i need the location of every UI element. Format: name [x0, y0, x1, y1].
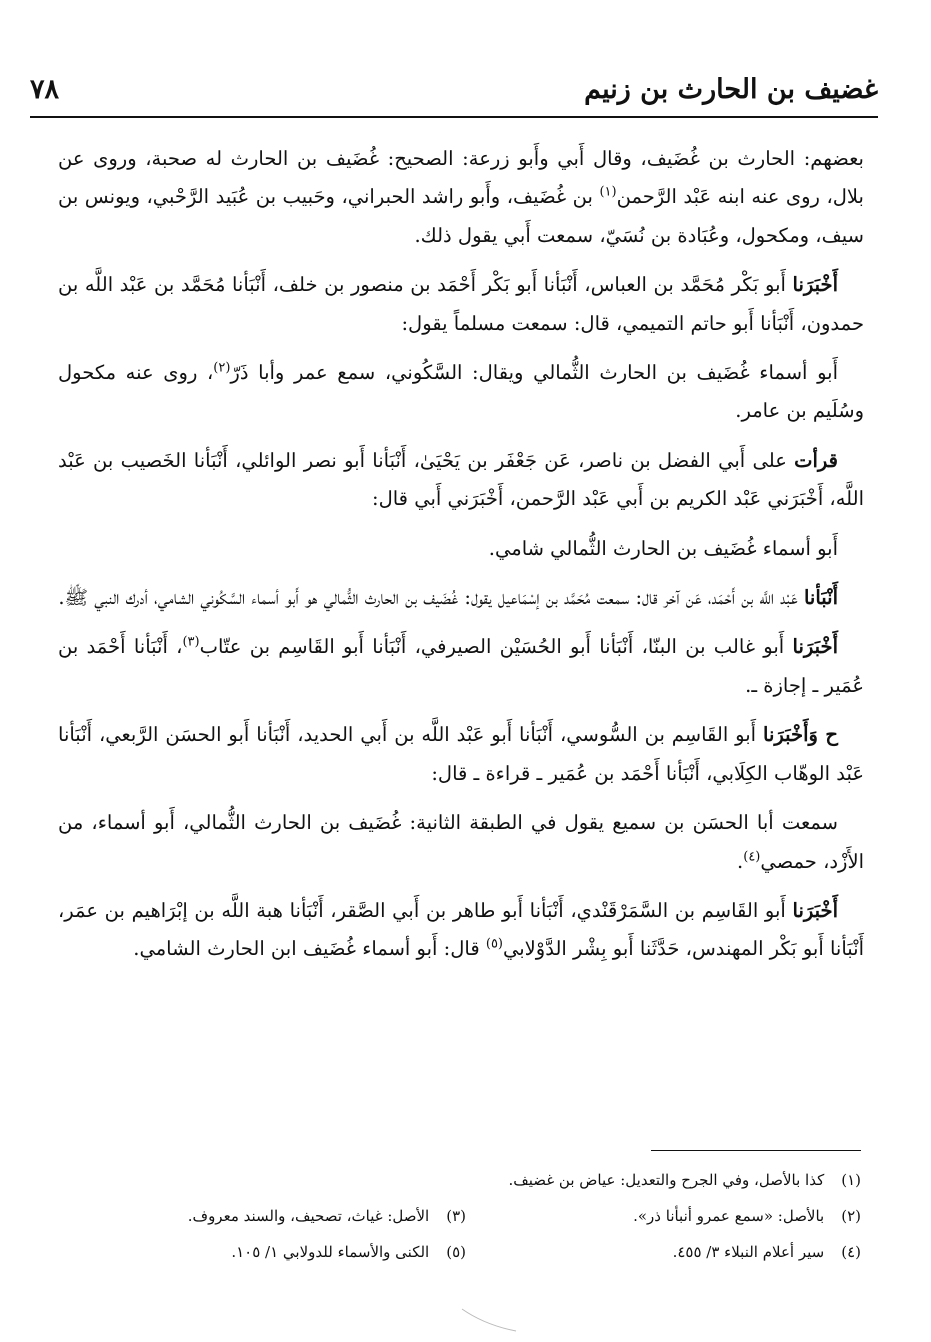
text-run: على أَبي الفضل بن ناصر، عَن جَعْفَر بن يَحْيَىٰ، أَنْبَأنا أَبو نصر الوائلي، أَنْبَأنا الخَصيب بن عَبْد اللَّه، أَخْبَرَني عَبْد الكريم بن أَبي عَبْد الرَّحمن، أَخْبَرَني أَبي قال: — [58, 448, 864, 511]
text-run: أَبو أسماء غُضَيف بن الحارث الثُّمالي ويقال: السَّكُوني، سمع عمر وأبا ذَرّ — [230, 361, 838, 385]
footnote-ref: (٤) — [743, 849, 761, 864]
footnote-text: كذا بالأصل، وفي الجرح والتعديل: عياض بن غضيف. — [508, 1171, 829, 1189]
footnote-text: الكنى والأسماء للدولابي ١/ ١٠٥. — [231, 1243, 434, 1261]
paragraph — [58, 140, 864, 255]
paragraph — [58, 579, 864, 617]
footnote-row — [71, 1198, 861, 1234]
footnote-ref: (٥) — [485, 936, 503, 952]
text-run: بعضهم: الحارث بن غُضَيف، وقال أَبي وأَبو زرعة: الصحيح: غُضَيف بن الحارث له صحبة، وروى عن بلال، روى عنه ابنه عَبْد الرَّحمن — [58, 147, 864, 209]
footnote — [466, 1234, 861, 1270]
running-title: غضيف بن الحارث بن زنيم — [584, 74, 878, 105]
text-run: . — [737, 849, 744, 873]
footnote — [466, 1162, 861, 1198]
text-run: ، أَنْبَأنا أَحْمَد بن عُمَير ـ إجازة ـ. — [58, 635, 864, 697]
page-number: ٧٨ — [30, 74, 60, 105]
paragraph — [58, 442, 864, 519]
text-run: أَبو القَاسِم بن السُّوسي، أَنْبَأنا أَبو عَبْد اللَّه بن أَبي الحديد، أَنْبَأنا أَبو الحسَن الرَّبعي، أَنْبَأنا عَبْد الوهّاب الكِلَابي، أَنْبَأنا أَحْمَد بن عُمَير ـ قراءة ـ قال: — [58, 723, 864, 785]
footnote-ref: (١) — [599, 184, 617, 200]
text-run: سمعت أبا الحسَن بن سميع يقول في الطبقة الثانية: غُضَيف بن الحارث الثُّمالي، أَبو أسماء، من الأَزْد، حمصي — [58, 811, 864, 873]
footnote-text: الأصل: غياث، تصحيف، والسند معروف. — [187, 1207, 434, 1225]
header-rule — [30, 116, 878, 118]
footnotes — [71, 1162, 861, 1270]
footnote-text: سير أعلام النبلاء ٣/ ٤٥٥. — [672, 1243, 829, 1261]
text-run: بن غُضَيف، وأَبو راشد الحبراني، وحَبيب بن عُبَيد الرَّحْبي، ويونس بن سيف، ومكحول، وعُبَادة بن نُسَيّ، سمعت أَبي يقول ذلك. — [58, 185, 864, 247]
paragraph — [58, 892, 864, 969]
footnote — [71, 1234, 466, 1270]
footnote-number: (٢) — [841, 1207, 861, 1225]
text-run: عَبْد اللَّه بن أَحْمَد، عَن آخر قال: سمعت مُحَمَّد بن إسْمَاعيل يقول: غُضَيف بن الحارث الثُّمالي هو أَبو أسماء السَّكُوني الشامي، أدرك النبي ﷺ. — [58, 586, 804, 610]
footnote-number: (٤) — [841, 1243, 861, 1261]
footnote-ref: (٣) — [182, 634, 200, 650]
footnote-rule — [651, 1150, 861, 1151]
chain-keyword: قرأت — [794, 448, 838, 472]
footnote-row — [71, 1234, 861, 1270]
text-run: أَبو القَاسِم بن السَّمَرْقَنْدي، أَنْبَأنا أَبو طاهر بن أَبي الصَّقر، أَنْبَأنا هبة اللَّه بن إبْرَاهيم بن عمَر، أَنْبَأنا أَبو بَكْر المهندس، حَدَّثَنا أَبو بِشْر الدَّوْلابي — [58, 898, 864, 961]
text-run: قال: أَبو أسماء غُضَيف ابن الحارث الشامي. — [133, 937, 486, 961]
main-text — [58, 140, 864, 980]
paragraph — [58, 804, 864, 881]
footnote-number: (١) — [841, 1171, 861, 1189]
footnote — [466, 1198, 861, 1234]
scan-mark — [460, 1305, 520, 1335]
chain-keyword: أَخْبَرَنا — [792, 273, 838, 297]
footnote-ref: (٢) — [213, 360, 231, 376]
footnote-text: بالأصل: «سمع عمرو أنبأنا ذر». — [633, 1207, 829, 1225]
text-run: أَبو غالب بن البنّا، أَنْبَأنا أَبو الحُسَيْن الصيرفي، أَنْبَأنا أَبو القَاسِم بن عتّاب — [199, 635, 793, 659]
text-run: أَبو بَكْر مُحَمَّد بن العباس، أَنْبَأنا أَبو بَكْر أَحْمَد بن منصور بن خلف، أَنْبَأنا مُحَمَّد بن عَبْد اللَّه بن حمدون، أَنْبَأنا أَبو حاتم التميمي، قال: سمعت مسلماً يقول: — [58, 273, 864, 335]
paragraph — [58, 354, 864, 431]
footnote-number: (٥) — [446, 1243, 466, 1261]
text-run: أَبو أسماء غُضَيف بن الحارث الثُّمالي شامي. — [488, 536, 838, 560]
chain-keyword: ح وَأَخْبَرَنا — [763, 723, 838, 747]
chain-keyword: أَخْبَرَنا — [792, 898, 838, 922]
paragraph — [58, 716, 864, 793]
footnote — [71, 1198, 466, 1234]
text-run: ، روى عنه مكحول وسُلَيم بن عامر. — [58, 361, 864, 423]
paragraph — [58, 530, 864, 568]
page-header — [30, 72, 878, 112]
chain-keyword: أَخْبَرَنا — [792, 635, 838, 659]
chain-keyword: أَنْبَأنا — [803, 586, 838, 610]
paragraph — [58, 628, 864, 705]
footnote-number: (٣) — [446, 1207, 466, 1225]
footnote-row — [71, 1162, 861, 1198]
paragraph — [58, 266, 864, 343]
